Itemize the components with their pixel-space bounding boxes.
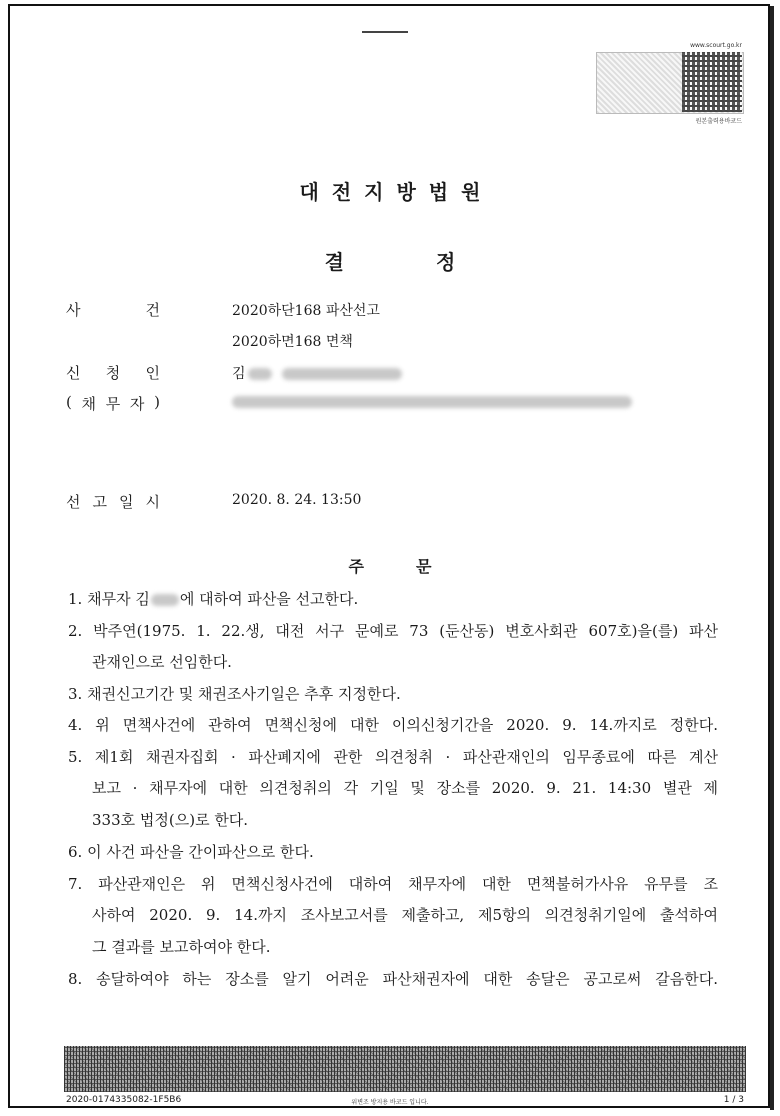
order-item-2-line2: 관재인으로 선임한다.: [92, 653, 232, 671]
order-item-5-line1: 5. 제1회 채권자집회 · 파산폐지에 관한 의견청취 · 파산관재인의 임무종료에 따른 계산: [68, 748, 718, 766]
redacted-id-number: [282, 368, 402, 380]
debtor-label: [66, 393, 160, 414]
order-item-3: 3. 채권신고기간 및 채권조사기일은 추후 지정한다.: [68, 685, 401, 703]
order-item-5-line3: 333호 법정(으)로 한다.: [92, 811, 249, 829]
applicant-name: [232, 363, 402, 383]
applicant-label: [66, 362, 160, 383]
applicant-address: [232, 394, 632, 410]
case-number-discharge: 2020하면168 면책: [232, 334, 353, 350]
barcode-note: 위변조 방지용 바코드 입니다.: [351, 1099, 429, 1106]
redacted-address: [232, 396, 632, 408]
top-dash: [362, 31, 408, 33]
announce-datetime: 2020. 8. 24. 13:50: [232, 492, 362, 508]
site-url: www.scourt.go.kr: [690, 42, 742, 49]
order-item-7-line2: 사하여 2020. 9. 14.까지 조사보고서를 제출하고, 제5항의 의견청취기일에 출석하여: [92, 906, 718, 924]
debtor-label-text: ( 채 무 자 ): [66, 393, 160, 413]
order-item-7-line1: 7. 파산관재인은 위 면책신청사건에 대하여 채무자에 대한 면책불허가사유 유무를 조: [68, 875, 718, 893]
case-label-text: 사 건: [66, 301, 160, 319]
document-id: 2020-0174335082-1F5B6: [66, 1095, 182, 1105]
announce-label-text: 선 고 일 시: [66, 493, 160, 511]
qr-code-icon: [682, 52, 742, 112]
order-title: 주문: [348, 557, 484, 576]
order-item-4: 4. 위 면책사건에 관하여 면책신청에 대한 이의신청기간을 2020. 9. 14.까지로 정한다.: [68, 716, 718, 734]
redacted-debtor-name: [151, 594, 179, 606]
order-item-8: 8. 송달하여야 하는 장소를 알기 어려운 파산채권자에 대한 송달은 공고로써 갈음한다.: [68, 970, 718, 988]
document-title: 결정: [324, 250, 548, 274]
order-item-2-line1: 2. 박주연(1975. 1. 22.생, 대전 서구 문예로 73 (둔산동) 변호사회관 607호)을(를) 파산: [68, 622, 718, 640]
order-item-7-line3: 그 결과를 보고하여야 한다.: [92, 938, 271, 956]
court-name: 대전지방법원: [299, 180, 494, 204]
anti-forgery-barcode: [64, 1046, 746, 1092]
case-label: [66, 299, 160, 320]
order-item-6: 6. 이 사건 파산을 간이파산으로 한다.: [68, 843, 314, 861]
seal-caption: 원본출력용바코드: [695, 118, 742, 125]
order-item-5-line2: 보고 · 채무자에 대한 의견청취의 각 기일 및 장소를 2020. 9. 21. 14:30 별관 제: [92, 779, 718, 797]
redacted-name: [248, 368, 272, 380]
announce-label: [66, 491, 160, 512]
applicant-name-prefix: 김: [232, 366, 246, 382]
case-number-bankruptcy: 2020하단168 파산선고: [232, 303, 380, 319]
order-item-1: 1. 채무자 김 에 대하여 파산을 선고한다.: [68, 590, 359, 608]
applicant-label-text: 신 청 인: [66, 364, 160, 382]
page-number: 1 / 3: [723, 1095, 744, 1105]
